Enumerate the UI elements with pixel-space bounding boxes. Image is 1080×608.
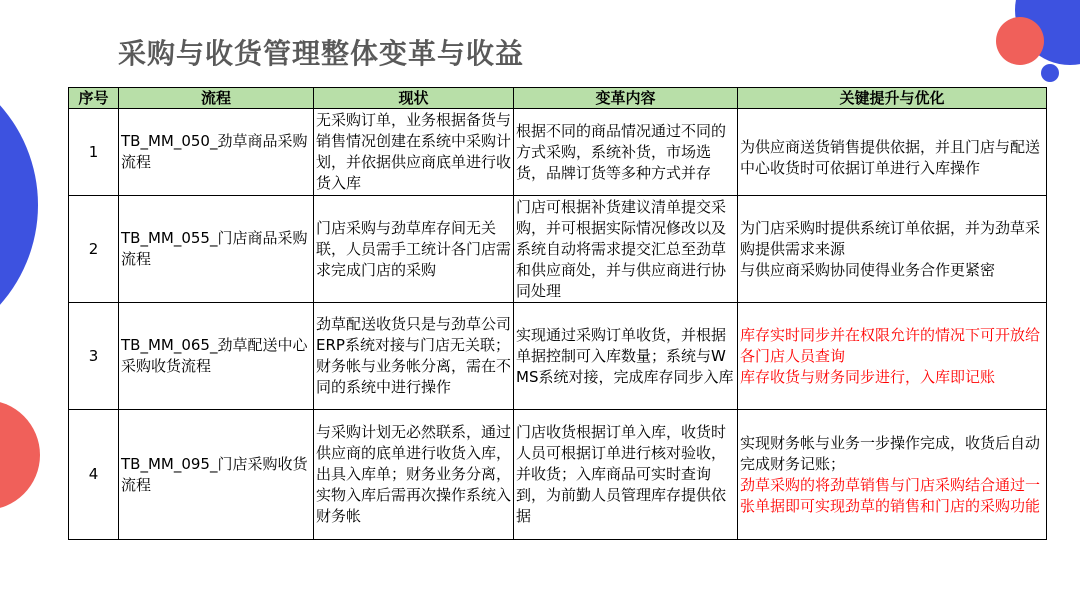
decor-circle-blue-left — [0, 55, 38, 355]
row-seq: 1 — [69, 109, 119, 196]
row-benefit — [738, 410, 1047, 540]
header-process: 流程 — [119, 88, 314, 109]
table-row — [69, 109, 1047, 196]
row-seq: 3 — [69, 303, 119, 410]
table-row — [69, 410, 1047, 540]
row-change: 门店收货根据订单入库，收货时人员可根据订单进行核对验收，并收货；入库商品可实时查询到，为前勤人员管理库存提供依据 — [514, 410, 738, 540]
row-change: 根据不同的商品情况通过不同的方式采购，系统补货，市场选货，品牌订货等多种方式并存 — [514, 109, 738, 196]
row-process: TB_MM_050_劲草商品采购流程 — [119, 109, 314, 196]
row-process: TB_MM_055_门店商品采购流程 — [119, 196, 314, 303]
header-change: 变革内容 — [514, 88, 738, 109]
decor-circle-blue-small — [1041, 64, 1059, 82]
header-seq: 序号 — [69, 88, 119, 109]
row-status: 无采购订单，业务根据备货与销售情况创建在系统中采购计划，并依据供应商底单进行收货入库 — [314, 109, 514, 196]
benefit-highlight-text: 库存实时同步并在权限允许的情况下可开放给各门店人员查询 — [740, 325, 1041, 365]
row-benefit — [738, 109, 1047, 196]
row-status: 与采购计划无必然联系，通过供应商的底单进行收货入库，出具入库单；财务业务分离，实物入库后需再次操作系统入财务帐 — [314, 410, 514, 540]
table-header-row — [69, 88, 1047, 109]
row-process: TB_MM_095_门店采购收货流程 — [119, 410, 314, 540]
decor-circle-coral-top-right — [996, 17, 1044, 65]
benefit-highlight-text: 劲草采购的将劲草销售与门店采购结合通过一张单据即可实现劲草的销售和门店的采购功能 — [740, 475, 1041, 515]
decor-circle-coral-left — [0, 400, 40, 510]
row-change: 实现通过采购订单收货，并根据单据控制可入库数量；系统与WMS系统对接，完成库存同步入库 — [514, 303, 738, 410]
benefit-text: 为门店采购时提供系统订单依据，并为劲草采购提供需求来源 — [740, 218, 1041, 258]
table-row — [69, 303, 1047, 410]
row-benefit — [738, 303, 1047, 410]
table-row — [69, 196, 1047, 303]
row-seq: 4 — [69, 410, 119, 540]
header-status: 现状 — [314, 88, 514, 109]
benefit-highlight-text: 库存收货与财务同步进行，入库即记账 — [740, 367, 996, 386]
process-change-table — [68, 87, 1047, 540]
page-title: 采购与收货管理整体变革与收益 — [118, 37, 525, 70]
row-status: 门店采购与劲草库存间无关联，人员需手工统计各门店需求完成门店的采购 — [314, 196, 514, 303]
row-change: 门店可根据补货建议清单提交采购，并可根据实际情况修改以及系统自动将需求提交汇总至劲草和供应商处，并与供应商进行协同处理 — [514, 196, 738, 303]
row-status: 劲草配送收货只是与劲草公司ERP系统对接与门店无关联；财务帐与业务帐分离，需在不同的系统中进行操作 — [314, 303, 514, 410]
row-seq: 2 — [69, 196, 119, 303]
row-process: TB_MM_065_劲草配送中心采购收货流程 — [119, 303, 314, 410]
benefit-text: 为供应商送货销售提供依据，并且门店与配送中心收货时可依据订单进行入库操作 — [740, 138, 1041, 177]
row-benefit — [738, 196, 1047, 303]
benefit-text: 与供应商采购协同使得业务合作更紧密 — [740, 260, 996, 279]
header-benefit: 关键提升与优化 — [738, 88, 1047, 109]
benefit-text: 实现财务帐与业务一步操作完成，收货后自动完成财务记账； — [740, 433, 1041, 473]
